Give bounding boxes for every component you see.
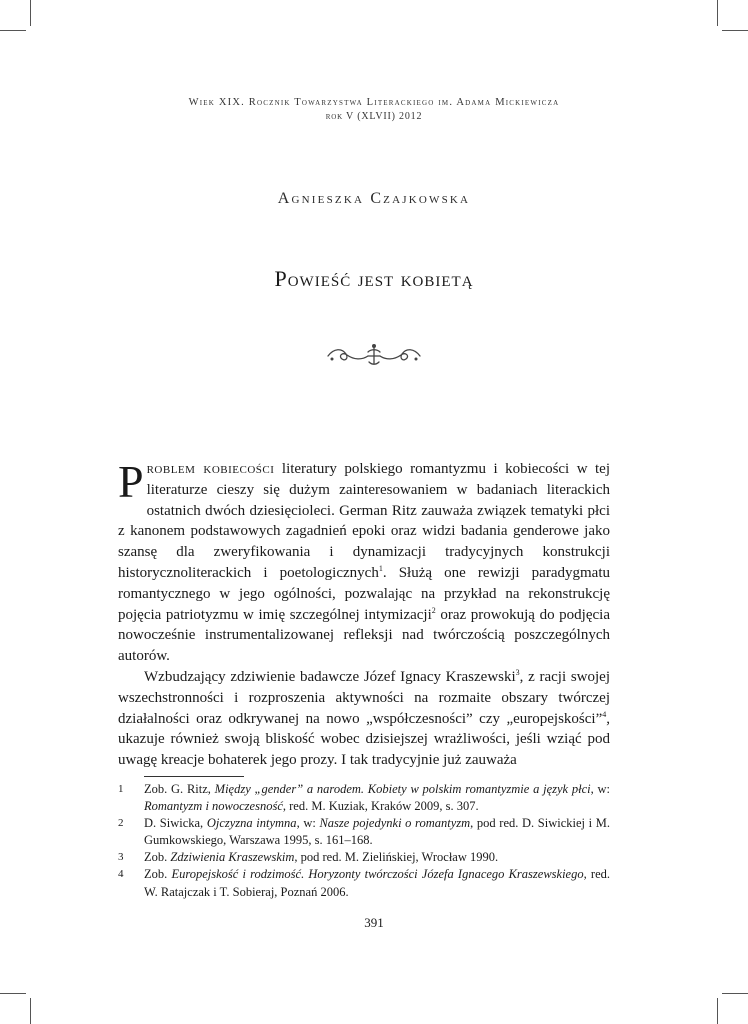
running-head [0,96,748,124]
article-body [118,456,611,771]
drop-cap: P [118,456,144,507]
lead-in: roblem kobiecości [146,461,275,477]
crop-mark-bottom-left-horizontal [0,993,26,994]
crop-mark-top-left-horizontal [0,30,26,31]
article-author: Agnieszka Czajkowska [277,190,471,207]
footnote-ref-4: 4 [602,709,607,719]
footnote-1: 1 Zob. G. Ritz, Między „gender” a narodem. Kobiety w polskim romantyzmie a język płci, w: Romantyzm i nowoczesność, red. M. Kuziak, Kraków 2009, s. 307. [118,782,610,814]
footnote-ref-2: 2 [431,605,436,615]
footnote-ref-3: 3 [515,667,520,677]
ornament-icon [324,340,424,370]
page-number: 391 [364,915,384,930]
footnote-ref-1: 1 [378,563,383,573]
footnote-3: 3 Zob. Zdziwienia Kraszewskim, pod red. M. Zielińskiej, Wrocław 1990. [118,850,499,865]
volume-info: rok V (XLVII) 2012 [325,111,423,122]
crop-mark-top-left-vertical [30,0,31,26]
crop-mark-bottom-left-vertical [30,998,31,1024]
crop-mark-top-right-horizontal [722,30,748,31]
footnote-separator [144,776,244,777]
crop-mark-bottom-right-vertical [717,998,718,1024]
footnote-4: 4 Zob. Europejskość i rodzimość. Horyzonty twórczości Józefa Ignacego Kraszewskiego, red. W. Ratajczak i T. Sobieraj, Poznań 2006. [118,867,610,899]
paragraph-2: Wzbudzający zdziwienie badawcze Józef Ignacy Kraszewski$^3$, z racji swojej wszechstronności i rozproszenia aktywności na rozmaite obszary twórczej działalności oraz odkrywanej na nowo „współczesności” czy „europejskości”$^4$, ukazuje również swoją bliskość wobec dzisiejszej wrażliwości, jeśli wziąć pod uwagę kreacje bohaterek jego prozy. I tak tradycyjnie już zauważa [118,667,611,769]
footnotes [118,781,610,901]
crop-mark-top-right-vertical [717,0,718,26]
crop-mark-bottom-right-horizontal [722,993,748,994]
journal-name: Wiek XIX. Rocznik Towarzystwa Literackiego im. Adama Mickiewicza [188,97,560,108]
article-title: Powieść jest kobietą [274,266,474,291]
footnote-2: 2 D. Siwicka, Ojczyzna intymna, w: Nasze pojedynki o romantyzm, pod red. D. Siwickiej i M. Gumkowskiego, Warszawa 1995, s. 161–168. [118,816,610,848]
paragraph-1: Problem kobiecości literatury polskiego romantyzmu i kobiecości w tej literaturze cieszy się dużym zainteresowaniem w badaniach literackich ostatnich dwóch dziesięcioleci. German Ritz zauważa związek tematyki płci z kanonem podstawowych zagadnień epoki oraz widzi badania genderowe jako szansę dla zweryfikowania i dynamizacji tradycyjnych konstrukcji historycznoliterackich i poetologicznych$^1$. Służą one rewizji paradygmatu romantycznego w jego ogólności, pozwalając na przykład na rekonstrukcję pojęcia patriotyzmu w imię szczególnej intymizacji$^2$ oraz prowokują do podjęcia nowocześnie instrumentalizowanej refleksji nad twórczością poszczególnych autorów. [118,456,611,665]
